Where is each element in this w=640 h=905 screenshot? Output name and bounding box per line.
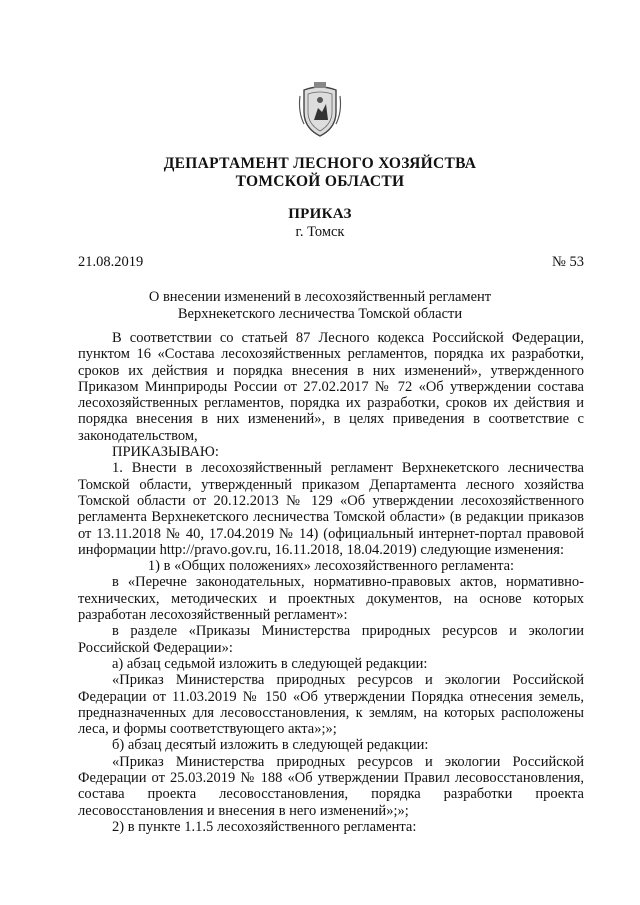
- order-keyword: ПРИКАЗЫВАЮ:: [112, 444, 219, 461]
- subitem-2-heading: 2) в пункте 1.1.5 лесохозяйственного регламента:: [112, 818, 417, 835]
- section-paragraph: в разделе «Приказы Министерства природных ресурсов и экологии Российской Федерации»:: [78, 623, 584, 656]
- document-title-line2: Верхнекетского лесничества Томской области: [177, 306, 463, 322]
- document-number: № 53: [552, 254, 584, 270]
- order-item-1: 1. Внести в лесохозяйственный регламент Верхнекетского лесничества Томской области, утвержденный приказом Департамента лесного хозяйства Томской области от 20.12.2013 № 129 «Об утверждении лесохозяйственного регламента Верхнекетского лесничества Томской области» (в редакции приказов от 13.11.2018 № 40, 17.04.2019 № 14) (официальный интернет-портал правовой информации http://pravo.gov.ru, 16.11.2018, 18.04.2019) следующие изменения:: [78, 460, 584, 558]
- amendment-a-text: «Приказ Министерства природных ресурсов и экологии Российской Федерации от 11.03.2019 № 150 «Об утверждении Порядка отнесения земель, предназначенных для лесовосстановления, к землям, на которых расположены леса, и формы соответствующего акта»;»;: [78, 672, 584, 738]
- preamble-paragraph: В соответствии со статьей 87 Лесного кодекса Российской Федерации, пунктом 16 «Состава лесохозяйственных регламентов, порядка их разработки, сроков их действия и порядка внесения в них изменений», утвержденного Приказом Минприроды России от 27.02.2017 № 72 «Об утверждении состава лесохозяйственных регламентов, порядка их разработки, сроков их действия и порядка внесения в них изменений», в целях приведения в соответствие с законодательством,: [78, 330, 584, 444]
- coat-of-arms-emblem: [296, 82, 344, 140]
- department-name-line1: ДЕПАРТАМЕНТ ЛЕСНОГО ХОЗЯЙСТВА: [163, 155, 477, 172]
- amendment-b-text: «Приказ Министерства природных ресурсов и экологии Российской Федерации от 25.03.2019 № 188 «Об утверждении Правил лесовосстановления, состава проекта лесовосстановления, порядка разработки проекта лесовосстановления и внесения в него изменений»;»;: [78, 753, 584, 819]
- department-name-line2: ТОМСКОЙ ОБЛАСТИ: [235, 173, 405, 190]
- document-date: 21.08.2019: [78, 254, 144, 270]
- date-number-line: [78, 254, 584, 271]
- document-title-line1: О внесении изменений в лесохозяйственный регламент: [148, 289, 492, 305]
- amendment-b-heading: б) абзац десятый изложить в следующей редакции:: [112, 737, 429, 754]
- subitem-1-heading: 1) в «Общих положениях» лесохозяйственного регламента:: [147, 558, 515, 575]
- document-body: [78, 330, 584, 835]
- document-type: ПРИКАЗ: [288, 206, 352, 222]
- document-city: г. Томск: [295, 224, 345, 240]
- amendment-a-heading: а) абзац седьмой изложить в следующей редакции:: [112, 655, 428, 672]
- list-paragraph: в «Перечне законодательных, нормативно-правовых актов, нормативно-технических, методических и проектных документов, на основе которых разработан лесохозяйственный регламент»:: [78, 574, 584, 624]
